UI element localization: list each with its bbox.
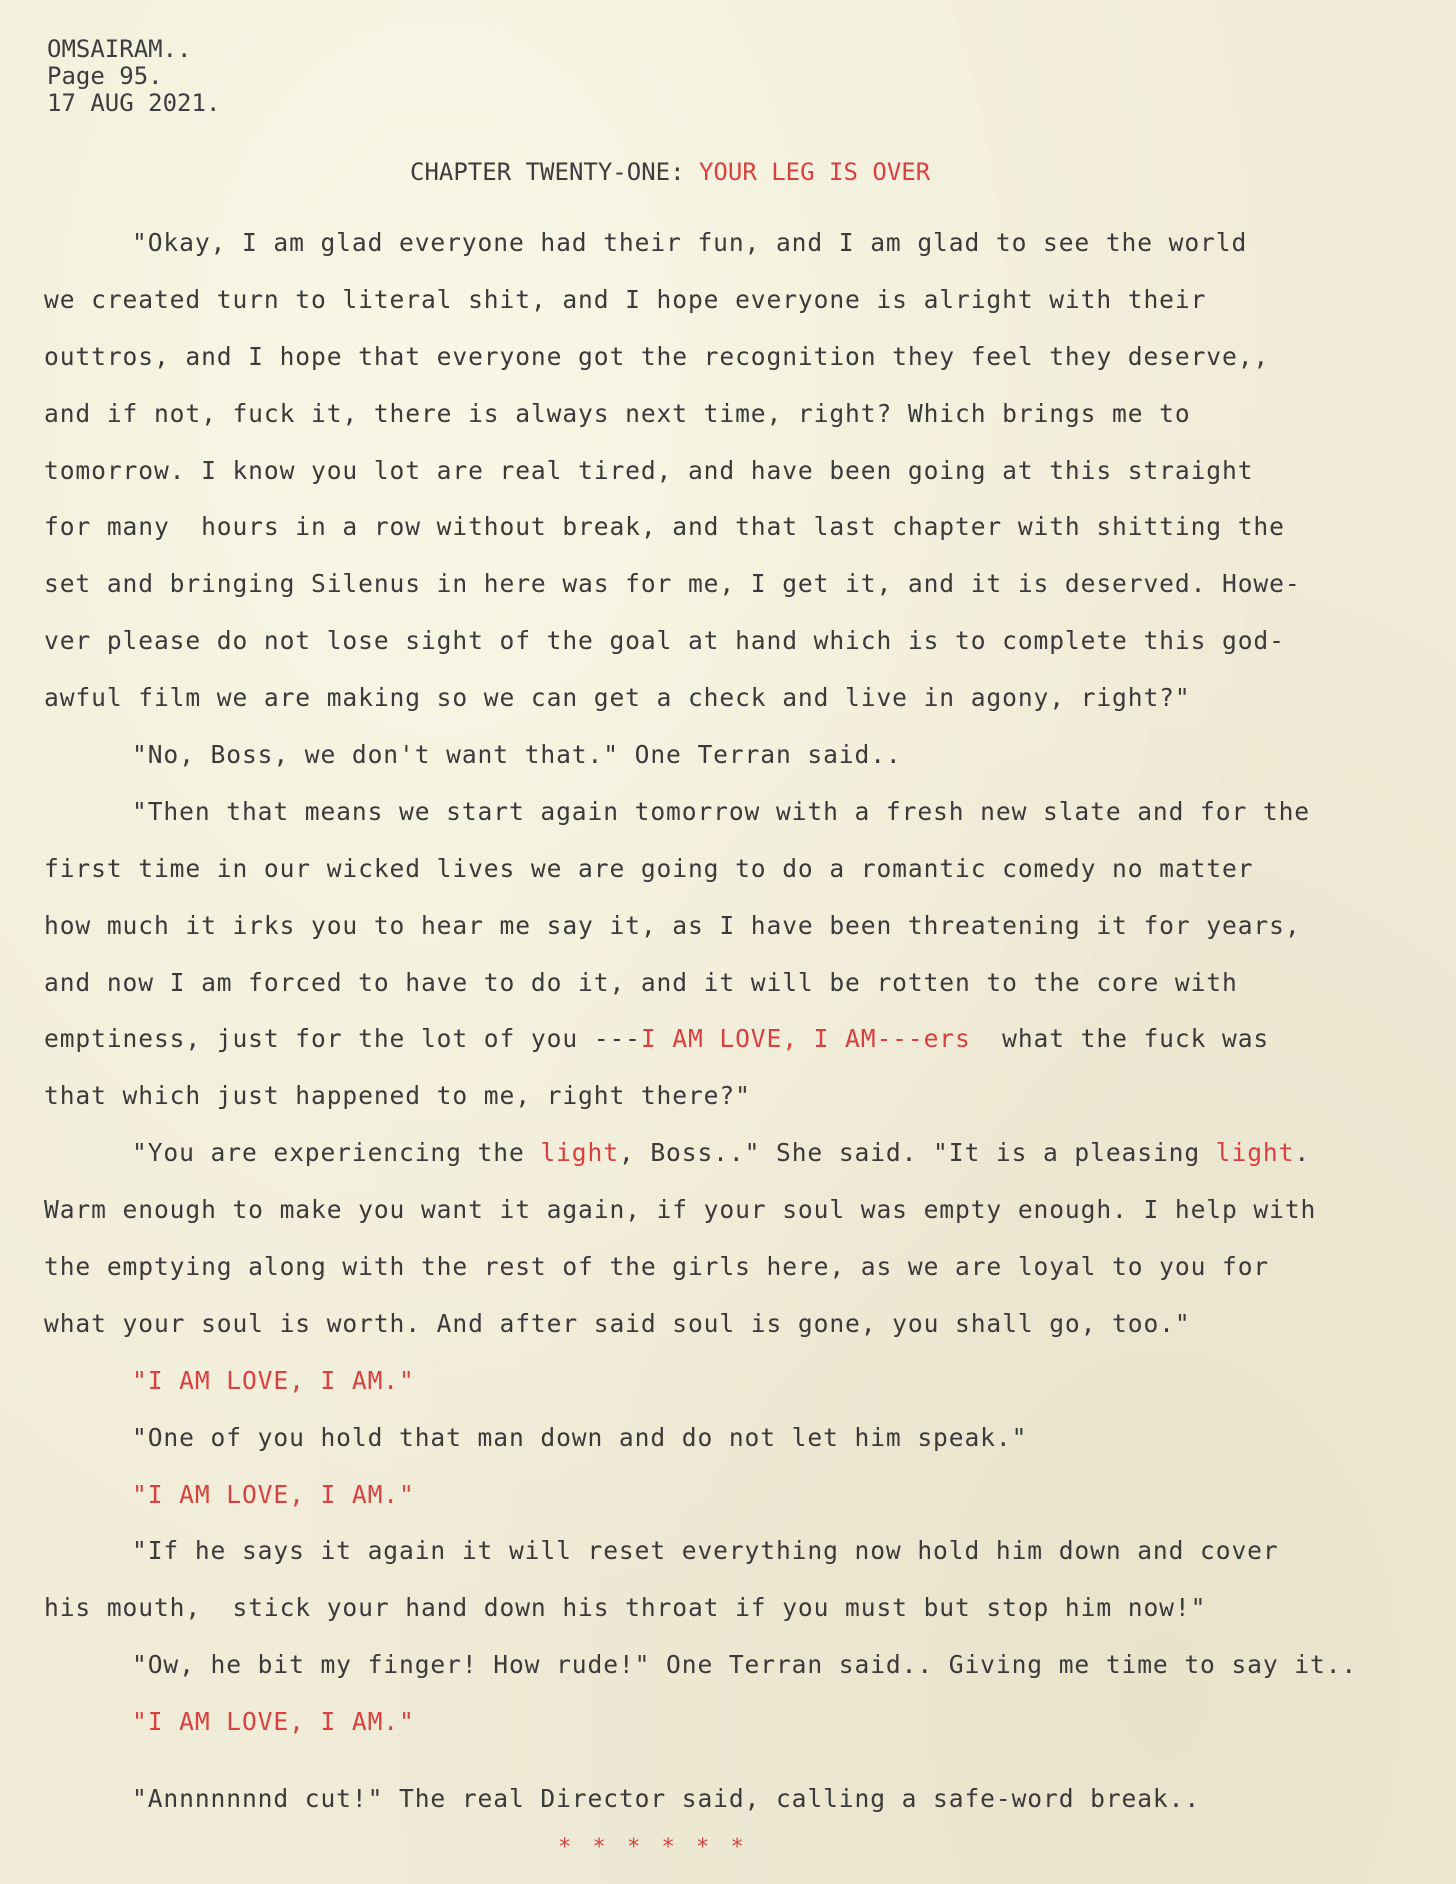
- text-line: how much it irks you to hear me say it, as I have been threatening it for years,: [44, 910, 1301, 940]
- text-line: Warm enough to make you want it again, if your soul was empty enough. I help with: [44, 1195, 1317, 1225]
- text-line: what your soul is worth. And after said soul is gone, you shall go, too.": [44, 1308, 1191, 1338]
- text-fragment: what the fuck was: [970, 1024, 1270, 1054]
- red-light-word: light: [1215, 1138, 1295, 1168]
- text-line-mixed: [44, 1011, 1444, 1068]
- text-line: and now I am forced to have to do it, and it will be rotten to the core with: [44, 967, 1238, 997]
- text-line-mixed: [44, 1125, 1444, 1182]
- chapter-number: CHAPTER TWENTY-ONE:: [410, 158, 699, 186]
- red-light-word: light: [540, 1138, 619, 1168]
- text-line: his mouth, stick your hand down his throat if you must but stop him now!": [44, 1593, 1207, 1623]
- chapter-heading: [410, 158, 930, 186]
- text-fragment: , Boss.." She said. "It is a pleasing: [618, 1138, 1216, 1168]
- text-fragment: emptiness, just for the lot of you ---: [44, 1024, 641, 1054]
- text-line: that which just happened to me, right there?": [44, 1081, 751, 1111]
- text-line: "If he says it again it will reset everything now hold him down and cover: [132, 1536, 1279, 1566]
- text-line: "Annnnnnnd cut!" The real Director said, calling a safe-word break..: [132, 1784, 1201, 1814]
- text-fragment: "You are experiencing the: [132, 1138, 541, 1168]
- page-header: [47, 36, 220, 117]
- red-love-line: "I AM LOVE, I AM.": [132, 1479, 415, 1509]
- manuscript-body: [44, 215, 1444, 1828]
- text-line: the emptying along with the rest of the girls here, as we are loyal to you for: [44, 1252, 1270, 1282]
- text-line: "Ow, he bit my finger! How rude!" One Terran said.. Giving me time to say it..: [132, 1650, 1358, 1680]
- text-line: first time in our wicked lives we are going to do a romantic comedy no matter: [44, 853, 1254, 883]
- text-line: we created turn to literal shit, and I hope everyone is alright with their: [44, 284, 1207, 314]
- text-fragment: .: [1294, 1138, 1311, 1168]
- text-line: "Okay, I am glad everyone had their fun, and I am glad to see the world: [132, 228, 1248, 257]
- line-gap: [44, 1751, 1444, 1771]
- section-break-asterisks: * * * * * *: [558, 1835, 748, 1860]
- text-line: for many hours in a row without break, and that last chapter with shitting the: [44, 512, 1285, 542]
- text-line: "Then that means we start again tomorrow with a fresh new slate and for the: [132, 796, 1311, 826]
- red-love-line: "I AM LOVE, I AM.": [132, 1707, 415, 1737]
- text-line: outtros, and I hope that everyone got the recognition they feel they deserve,,: [44, 341, 1270, 371]
- text-line: ver please do not lose sight of the goal at hand which is to complete this god-: [44, 626, 1285, 656]
- header-page-number: Page 95.: [47, 62, 163, 90]
- text-line: awful film we are making so we can get a check and live in agony, right?": [44, 683, 1191, 713]
- text-line: tomorrow. I know you lot are real tired, and have been going at this straight: [44, 455, 1254, 485]
- red-love-line: "I AM LOVE, I AM.": [132, 1365, 415, 1395]
- red-love-fragment: I AM LOVE, I AM---ers: [640, 1024, 971, 1054]
- header-date: 17 AUG 2021.: [47, 89, 221, 117]
- header-om-sairam: OMSAIRAM..: [47, 35, 192, 63]
- text-line: set and bringing Silenus in here was for me, I get it, and it is deserved. Howe-: [44, 569, 1301, 599]
- text-line: and if not, fuck it, there is always next time, right? Which brings me to: [44, 398, 1191, 428]
- chapter-title: YOUR LEG IS OVER: [698, 158, 931, 186]
- text-line: "No, Boss, we don't want that." One Terran said..: [132, 740, 902, 770]
- text-line: "One of you hold that man down and do not let him speak.": [132, 1422, 1028, 1452]
